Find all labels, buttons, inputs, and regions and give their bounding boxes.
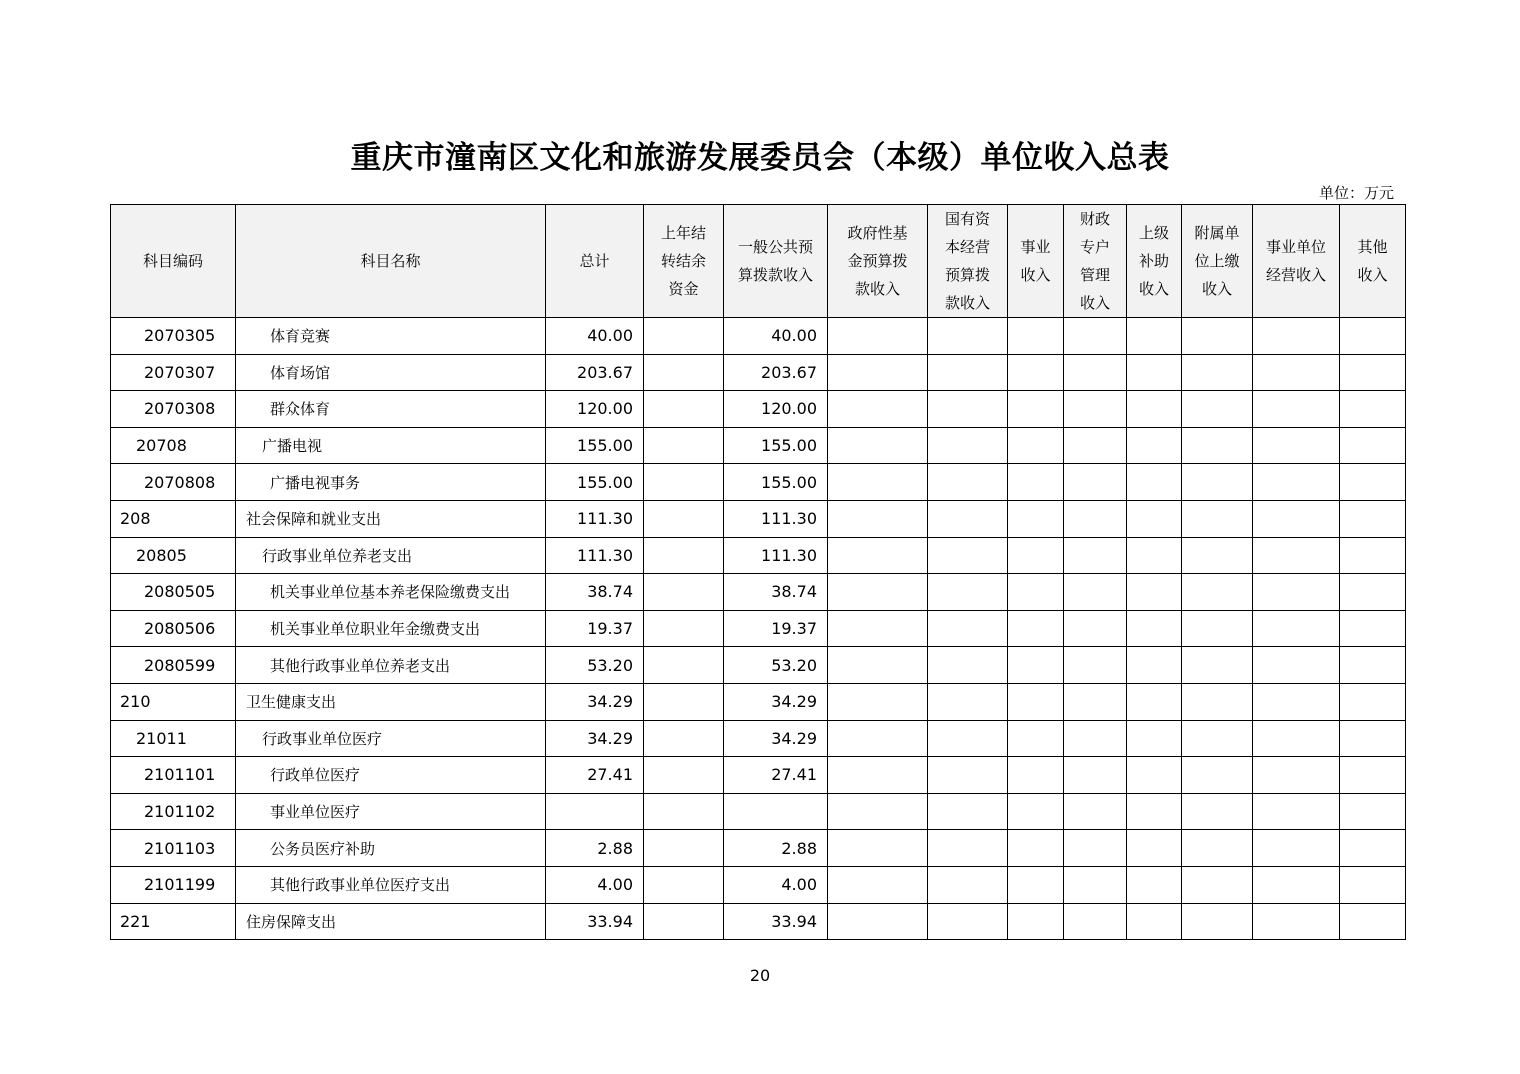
empty-cell [1064,464,1127,501]
subject-name-cell: 卫生健康支出 [236,683,546,720]
column-header-line: 事业 [1020,238,1051,256]
table-row [111,757,1406,794]
general-budget-cell: 4.00 [724,866,828,903]
empty-cell [1253,610,1340,647]
empty-cell [1127,683,1182,720]
empty-cell [1064,720,1127,757]
carryover-cell [644,464,724,501]
empty-cell [1182,610,1253,647]
empty-cell [1127,610,1182,647]
empty-cell [1008,354,1064,391]
general-budget-cell: 155.00 [724,464,828,501]
empty-cell [1340,354,1406,391]
general-budget-cell: 203.67 [724,354,828,391]
empty-cell [828,903,928,940]
empty-cell [1253,830,1340,867]
column-header-line: 政府性基 [847,224,908,242]
empty-cell [928,354,1008,391]
total-cell: 4.00 [546,866,644,903]
column-header [1340,205,1406,318]
empty-cell [1127,391,1182,428]
column-header-line: 款收入 [854,280,900,298]
subject-name-cell: 广播电视事务 [236,464,546,501]
empty-cell [828,464,928,501]
empty-cell [1127,574,1182,611]
general-budget-cell: 111.30 [724,537,828,574]
empty-cell [1008,647,1064,684]
column-header-line: 转结余 [660,252,706,270]
empty-cell [928,574,1008,611]
total-cell: 34.29 [546,720,644,757]
empty-cell [1064,830,1127,867]
column-header-line: 收入 [1079,294,1110,312]
subject-name-cell: 机关事业单位职业年金缴费支出 [236,610,546,647]
carryover-cell [644,720,724,757]
total-cell: 53.20 [546,647,644,684]
general-budget-cell: 19.37 [724,610,828,647]
general-budget-cell: 27.41 [724,757,828,794]
column-header-line: 收入 [1357,266,1388,284]
empty-cell [1064,354,1127,391]
subject-code-cell: 21011 [111,720,236,757]
empty-cell [1340,500,1406,537]
column-header [828,205,928,318]
carryover-cell [644,866,724,903]
empty-cell [828,866,928,903]
empty-cell [1253,427,1340,464]
column-header-line: 预算拨 [944,266,990,284]
empty-cell [928,683,1008,720]
column-header-line: 专户 [1079,238,1110,256]
empty-cell [1253,354,1340,391]
empty-cell [828,500,928,537]
empty-cell [928,647,1008,684]
table-row [111,793,1406,830]
empty-cell [1127,647,1182,684]
empty-cell [1182,903,1253,940]
general-budget-cell: 155.00 [724,427,828,464]
table-row [111,683,1406,720]
general-budget-cell: 40.00 [724,318,828,355]
carryover-cell [644,354,724,391]
empty-cell [1182,574,1253,611]
carryover-cell [644,793,724,830]
empty-cell [1340,464,1406,501]
empty-cell [1182,354,1253,391]
general-budget-cell: 33.94 [724,903,828,940]
empty-cell [1182,391,1253,428]
empty-cell [1182,683,1253,720]
empty-cell [1253,574,1340,611]
subject-name-cell: 广播电视 [236,427,546,464]
carryover-cell [644,537,724,574]
empty-cell [1008,757,1064,794]
empty-cell [928,757,1008,794]
empty-cell [1253,793,1340,830]
column-header-line: 上级 [1138,224,1169,242]
empty-cell [1008,903,1064,940]
subject-name-cell: 群众体育 [236,391,546,428]
subject-name-cell: 其他行政事业单位养老支出 [236,647,546,684]
table-row [111,866,1406,903]
carryover-cell [644,757,724,794]
empty-cell [1182,464,1253,501]
total-cell: 38.74 [546,574,644,611]
empty-cell [828,537,928,574]
empty-cell [1253,464,1340,501]
subject-code-cell: 2070305 [111,318,236,355]
table-header [111,205,1406,318]
subject-code-cell: 208 [111,500,236,537]
empty-cell [1064,757,1127,794]
empty-cell [1182,318,1253,355]
general-budget-cell: 34.29 [724,683,828,720]
empty-cell [1008,793,1064,830]
empty-cell [1182,720,1253,757]
column-header-line: 位上缴 [1194,252,1240,270]
total-cell: 27.41 [546,757,644,794]
table-body [111,318,1406,940]
subject-name-cell: 机关事业单位基本养老保险缴费支出 [236,574,546,611]
empty-cell [1064,683,1127,720]
carryover-cell [644,427,724,464]
empty-cell [1182,866,1253,903]
empty-cell [1253,318,1340,355]
subject-code-cell: 2080505 [111,574,236,611]
empty-cell [828,830,928,867]
empty-cell [1253,683,1340,720]
column-header-line: 款收入 [944,294,990,312]
empty-cell [1127,757,1182,794]
total-cell: 111.30 [546,500,644,537]
empty-cell [1340,830,1406,867]
empty-cell [1340,647,1406,684]
empty-cell [1182,830,1253,867]
empty-cell [828,647,928,684]
general-budget-cell: 53.20 [724,647,828,684]
table-row [111,537,1406,574]
carryover-cell [644,647,724,684]
column-header-line: 收入 [1201,280,1232,298]
empty-cell [1064,574,1127,611]
column-header-line: 算拨款收入 [737,266,813,284]
empty-cell [1127,830,1182,867]
carryover-cell [644,391,724,428]
empty-cell [1127,903,1182,940]
empty-cell [1064,793,1127,830]
empty-cell [928,464,1008,501]
subject-name-cell: 公务员医疗补助 [236,830,546,867]
total-cell: 155.00 [546,427,644,464]
empty-cell [928,720,1008,757]
subject-code-cell: 2070808 [111,464,236,501]
general-budget-cell [724,793,828,830]
column-header [1253,205,1340,318]
subject-name-cell: 行政单位医疗 [236,757,546,794]
subject-name-cell: 其他行政事业单位医疗支出 [236,866,546,903]
empty-cell [928,500,1008,537]
subject-code-cell: 2101101 [111,757,236,794]
column-header-line: 总计 [579,252,610,270]
empty-cell [1340,903,1406,940]
empty-cell [1340,720,1406,757]
carryover-cell [644,683,724,720]
total-cell: 120.00 [546,391,644,428]
column-header [644,205,724,318]
empty-cell [1253,757,1340,794]
empty-cell [928,537,1008,574]
empty-cell [1008,500,1064,537]
column-header [1127,205,1182,318]
total-cell: 19.37 [546,610,644,647]
column-header-line: 收入 [1020,266,1051,284]
empty-cell [1127,537,1182,574]
column-header [236,205,546,318]
empty-cell [828,318,928,355]
column-header-line: 科目编码 [142,252,203,270]
empty-cell [1340,683,1406,720]
empty-cell [1008,427,1064,464]
carryover-cell [644,610,724,647]
empty-cell [1127,464,1182,501]
empty-cell [928,793,1008,830]
empty-cell [828,574,928,611]
total-cell: 40.00 [546,318,644,355]
general-budget-cell: 2.88 [724,830,828,867]
subject-name-cell: 行政事业单位医疗 [236,720,546,757]
subject-name-cell: 住房保障支出 [236,903,546,940]
subject-code-cell: 2101199 [111,866,236,903]
empty-cell [1008,464,1064,501]
empty-cell [1253,391,1340,428]
empty-cell [1340,793,1406,830]
table-row [111,391,1406,428]
general-budget-cell: 38.74 [724,574,828,611]
empty-cell [1340,318,1406,355]
empty-cell [1127,793,1182,830]
empty-cell [1340,610,1406,647]
general-budget-cell: 111.30 [724,500,828,537]
total-cell [546,793,644,830]
total-cell: 203.67 [546,354,644,391]
column-header-line: 事业单位 [1265,238,1326,256]
empty-cell [1127,354,1182,391]
carryover-cell [644,500,724,537]
table-row [111,464,1406,501]
total-cell: 34.29 [546,683,644,720]
table-row [111,610,1406,647]
empty-cell [828,793,928,830]
column-header [111,205,236,318]
table-row [111,647,1406,684]
empty-cell [928,391,1008,428]
column-header-line: 财政 [1079,210,1110,228]
table-row [111,830,1406,867]
column-header-line: 补助 [1138,252,1169,270]
subject-code-cell: 2101103 [111,830,236,867]
empty-cell [1064,500,1127,537]
empty-cell [1182,647,1253,684]
column-header-line: 其他 [1357,238,1388,256]
empty-cell [1064,537,1127,574]
empty-cell [928,866,1008,903]
empty-cell [828,683,928,720]
subject-code-cell: 20708 [111,427,236,464]
empty-cell [1253,537,1340,574]
empty-cell [1253,866,1340,903]
total-cell: 111.30 [546,537,644,574]
empty-cell [1064,610,1127,647]
column-header-line: 附属单 [1194,224,1240,242]
empty-cell [828,391,928,428]
column-header [546,205,644,318]
empty-cell [1008,720,1064,757]
empty-cell [1064,427,1127,464]
empty-cell [928,610,1008,647]
carryover-cell [644,830,724,867]
empty-cell [928,318,1008,355]
subject-code-cell: 221 [111,903,236,940]
table-row [111,427,1406,464]
subject-name-cell: 体育场馆 [236,354,546,391]
empty-cell [1008,391,1064,428]
table-row [111,720,1406,757]
empty-cell [1127,866,1182,903]
unit-label: 单位：万元 [1318,184,1394,202]
column-header [1008,205,1064,318]
subject-code-cell: 2101102 [111,793,236,830]
empty-cell [1064,903,1127,940]
subject-name-cell: 社会保障和就业支出 [236,500,546,537]
empty-cell [1253,500,1340,537]
empty-cell [928,830,1008,867]
empty-cell [828,427,928,464]
empty-cell [1008,610,1064,647]
general-budget-cell: 120.00 [724,391,828,428]
empty-cell [928,427,1008,464]
empty-cell [1008,683,1064,720]
column-header [1064,205,1127,318]
empty-cell [1340,537,1406,574]
subject-name-cell: 事业单位医疗 [236,793,546,830]
empty-cell [1064,318,1127,355]
column-header-line: 管理 [1079,266,1110,284]
empty-cell [828,757,928,794]
empty-cell [1008,537,1064,574]
table-row [111,500,1406,537]
empty-cell [1127,318,1182,355]
column-header-line: 科目名称 [360,252,421,270]
column-header-line: 金预算拨 [847,252,908,270]
empty-cell [1182,537,1253,574]
empty-cell [1340,574,1406,611]
column-header-line: 国有资 [944,210,990,228]
column-header [724,205,828,318]
column-header-line: 一般公共预 [737,238,813,256]
column-header-line: 收入 [1138,280,1169,298]
subject-name-cell: 行政事业单位养老支出 [236,537,546,574]
empty-cell [828,354,928,391]
carryover-cell [644,574,724,611]
empty-cell [1127,500,1182,537]
carryover-cell [644,318,724,355]
table-row [111,574,1406,611]
empty-cell [828,720,928,757]
empty-cell [1340,757,1406,794]
subject-code-cell: 210 [111,683,236,720]
empty-cell [828,610,928,647]
page-number: 20 [749,966,771,985]
empty-cell [1008,574,1064,611]
table-row [111,318,1406,355]
empty-cell [1064,647,1127,684]
empty-cell [1064,866,1127,903]
empty-cell [1064,391,1127,428]
total-cell: 155.00 [546,464,644,501]
subject-name-cell: 体育竞赛 [236,318,546,355]
empty-cell [1182,757,1253,794]
empty-cell [1340,866,1406,903]
empty-cell [928,903,1008,940]
carryover-cell [644,903,724,940]
income-table [110,204,1406,940]
empty-cell [1008,866,1064,903]
page-title: 重庆市潼南区文化和旅游发展委员会（本级）单位收入总表 [350,140,1170,176]
empty-cell [1253,903,1340,940]
empty-cell [1340,427,1406,464]
subject-code-cell: 2070307 [111,354,236,391]
column-header-line: 本经营 [944,238,990,256]
column-header-line: 经营收入 [1265,266,1326,284]
empty-cell [1182,500,1253,537]
column-header [1182,205,1253,318]
empty-cell [1008,318,1064,355]
total-cell: 33.94 [546,903,644,940]
general-budget-cell: 34.29 [724,720,828,757]
table-row [111,903,1406,940]
empty-cell [1127,720,1182,757]
empty-cell [1182,427,1253,464]
empty-cell [1008,830,1064,867]
subject-code-cell: 20805 [111,537,236,574]
empty-cell [1253,647,1340,684]
table-row [111,354,1406,391]
empty-cell [1182,793,1253,830]
empty-cell [1127,427,1182,464]
subject-code-cell: 2080506 [111,610,236,647]
column-header [928,205,1008,318]
subject-code-cell: 2070308 [111,391,236,428]
column-header-line: 资金 [668,280,699,298]
empty-cell [1253,720,1340,757]
total-cell: 2.88 [546,830,644,867]
empty-cell [1340,391,1406,428]
column-header-line: 上年结 [660,224,706,242]
subject-code-cell: 2080599 [111,647,236,684]
